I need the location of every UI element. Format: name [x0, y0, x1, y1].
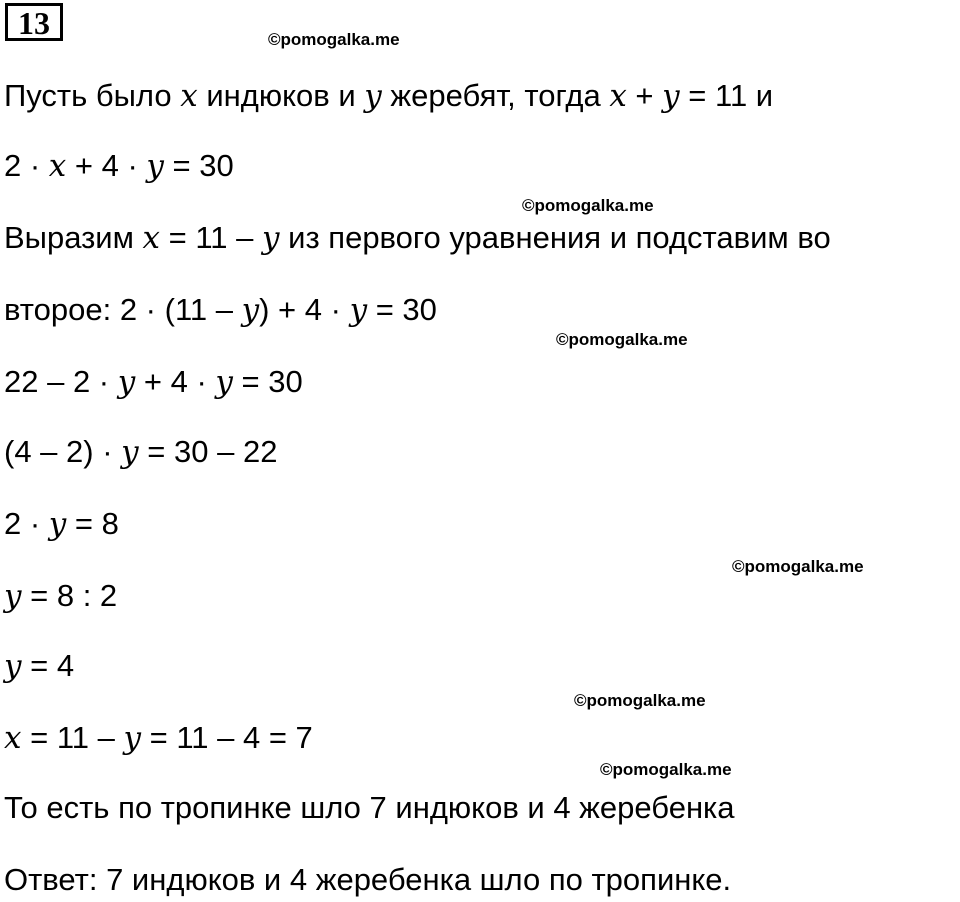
math-var-y: y [349, 292, 368, 328]
text: 22 – 2 · [4, 364, 118, 399]
step-line [4, 504, 119, 544]
math-var-x: x [142, 220, 161, 256]
text: второе: 2 · (11 – [4, 292, 242, 327]
math-var-y: y [241, 292, 260, 328]
answer-line: Ответ: 7 индюков и 4 жеребенка шло по тропинке. [4, 862, 732, 897]
step-line [4, 362, 303, 402]
math-var-y: y [146, 148, 164, 184]
watermark: ©pomogalka.me [600, 760, 732, 779]
text: = 8 [66, 506, 119, 541]
problem-number: 13 [5, 3, 63, 41]
conclusion-line: То есть по тропинке шло 7 индюков и 4 жеребенка [4, 790, 735, 825]
step-line [4, 646, 74, 686]
text: = 11 – 4 = 7 [140, 720, 313, 755]
math-var-y: y [662, 78, 680, 114]
math-var-y: y [364, 78, 382, 114]
text: из первого уравнения и подставим во [279, 220, 831, 255]
text: = 30 [232, 364, 303, 399]
math-var-x: x [48, 148, 67, 184]
text: индюков и [197, 78, 365, 113]
text: + [626, 78, 663, 113]
step-line [4, 718, 313, 758]
text: Выразим [4, 220, 143, 255]
text: 2 · [4, 506, 49, 541]
text: (4 – 2) · [4, 434, 122, 469]
text: = 11 – [160, 220, 263, 255]
text: 2 · [4, 148, 49, 183]
intro-line [4, 76, 773, 116]
text: + 4 · [135, 364, 216, 399]
watermark: ©pomogalka.me [732, 557, 864, 576]
math-var-x: x [180, 78, 198, 114]
math-var-y: y [4, 648, 22, 684]
watermark: ©pomogalka.me [268, 30, 400, 49]
text: = 30 – 22 [138, 434, 278, 469]
text: жеребят, тогда [381, 78, 610, 113]
watermark: ©pomogalka.me [574, 691, 706, 710]
text: Пусть было [4, 78, 181, 113]
text: = 30 [367, 292, 437, 327]
step-line [4, 432, 277, 472]
math-var-y: y [48, 506, 67, 542]
text: ) + 4 · [259, 292, 350, 327]
math-var-y: y [121, 434, 139, 470]
math-var-y: y [215, 364, 233, 400]
step-line [4, 576, 117, 616]
math-var-y: y [262, 220, 280, 256]
text: = 4 [21, 648, 75, 683]
text: = 8 : 2 [21, 578, 118, 613]
text: = 30 [163, 148, 234, 183]
math-var-y: y [117, 364, 136, 400]
math-var-y: y [123, 720, 141, 756]
text: = 11 – [21, 720, 124, 755]
math-var-x: x [609, 78, 627, 114]
math-var-y: y [4, 578, 22, 614]
math-var-x: x [4, 720, 22, 756]
watermark: ©pomogalka.me [522, 196, 654, 215]
express-line [4, 218, 831, 258]
substitute-line [4, 290, 437, 330]
watermark: ©pomogalka.me [556, 330, 688, 349]
text: = 11 и [679, 78, 774, 113]
equation-line [4, 146, 234, 186]
text: + 4 · [66, 148, 147, 183]
